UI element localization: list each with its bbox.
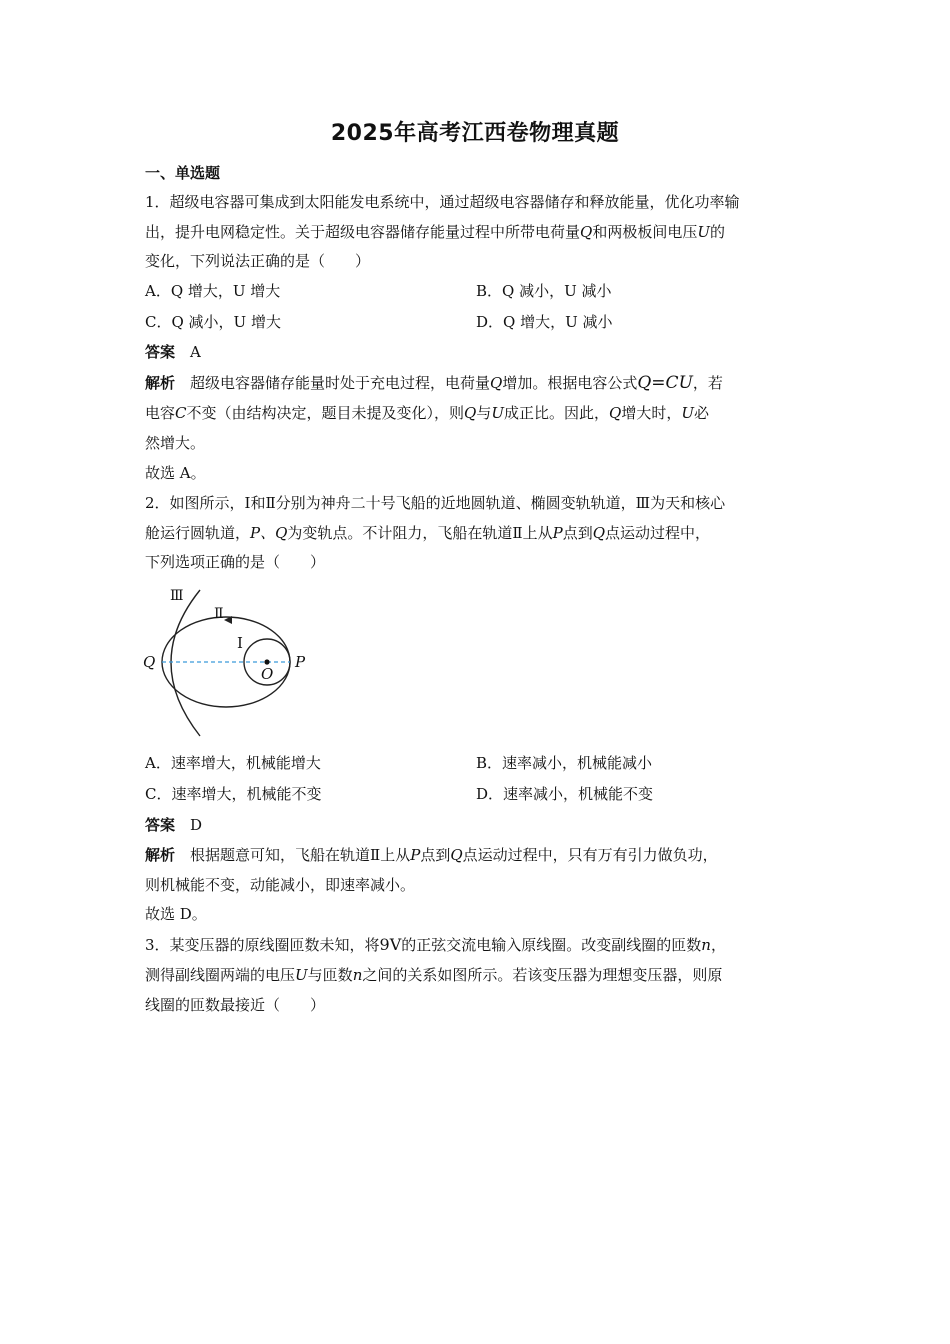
var-u: U	[491, 404, 504, 422]
var-q: Q	[464, 404, 477, 422]
q2-option-b: B．速率减小，机械能减小	[476, 754, 653, 772]
var-u: U	[681, 404, 694, 422]
q2-text: 舱运行圆轨道，	[145, 524, 251, 542]
voltage-value: 9V	[379, 935, 402, 954]
var-n: n	[701, 936, 711, 954]
label-point-q: Q	[143, 653, 156, 671]
formula: Q=CU	[637, 373, 693, 393]
q1-analysis-line1	[145, 373, 723, 393]
section-heading: 一、单选题	[145, 164, 221, 182]
q1-option-d: D．Q 增大，U 减小	[476, 313, 613, 331]
answer-label: 答案	[145, 816, 176, 834]
var-u: U	[697, 223, 710, 241]
q3-text: 3．某变压器的原线圈匝数未知，将	[145, 936, 380, 954]
q1-analysis-line2	[145, 403, 709, 423]
var-p: P	[410, 846, 421, 864]
q1-conclusion: 故选 A。	[145, 464, 206, 482]
var-q: Q	[609, 404, 622, 422]
answer-value: A	[190, 343, 201, 361]
var-n: n	[352, 966, 363, 984]
q1-stem-line3: 变化，下列说法正确的是（ ）	[145, 252, 371, 270]
label-point-p: P	[295, 653, 306, 671]
answer-value: D	[190, 816, 203, 834]
q1-analysis-line3: 然增大。	[145, 434, 206, 452]
analysis-text: 成正比。因此，	[504, 404, 610, 422]
answer-label: 答案	[145, 343, 176, 361]
analysis-text: ，若	[692, 374, 723, 392]
label-center-o: O	[261, 665, 274, 683]
q2-text: 点运动过程中，	[605, 524, 711, 542]
var-q: Q	[580, 223, 593, 241]
var-q: Q	[592, 524, 606, 542]
q2-stem-line1: 2．如图所示，Ⅰ和Ⅱ分别为神舟二十号飞船的近地圆轨道、椭圆变轨轨道，Ⅲ为天和核心	[145, 494, 726, 512]
page-title: 2025年高考江西卷物理真题	[330, 121, 620, 146]
q1-text: 出，提升电网稳定性。关于超级电容器储存能量过程中所带电荷量	[145, 223, 581, 241]
label-orbit-ii: Ⅱ	[214, 606, 224, 622]
q1-stem-line1: 1．超级电容器可集成到太阳能发电系统中，通过超级电容器储存和释放能量，优化功率输	[145, 193, 740, 211]
label-orbit-iii: Ⅲ	[170, 588, 184, 604]
analysis-label: 解析	[145, 374, 176, 392]
var-p: P	[552, 524, 563, 542]
q1-option-c: C．Q 减小，U 增大	[145, 313, 281, 331]
q2-answer	[145, 815, 202, 835]
analysis-text: 增加。根据电容公式	[502, 374, 638, 392]
analysis-label: 解析	[145, 846, 176, 864]
q2-option-d: D．速率减小，机械能不变	[476, 785, 654, 803]
q3-stem-line3: 线圈的匝数最接近（ ）	[145, 996, 326, 1014]
q3-text: ，	[710, 936, 726, 954]
analysis-text: 必	[694, 404, 710, 422]
q2-analysis-line2: 则机械能不变，动能减小，即速率减小。	[145, 876, 416, 894]
q1-option-b: B．Q 减小，U 减小	[476, 282, 612, 300]
q2-option-c: C．速率增大，机械能不变	[145, 785, 322, 803]
q2-stem-line2	[145, 523, 710, 543]
q1-text: 的	[710, 223, 726, 241]
q2-option-a: A．速率增大，机械能增大	[145, 754, 321, 772]
orbit-diagram	[140, 582, 310, 744]
analysis-text: 与	[476, 404, 492, 422]
label-orbit-i: Ⅰ	[237, 634, 243, 652]
var-q: Q	[450, 846, 463, 864]
var-u: U	[295, 966, 308, 984]
analysis-text: 超级电容器储存能量时处于充电过程，电荷量	[190, 374, 491, 392]
q3-text: 与匝数	[307, 966, 353, 984]
q1-option-a: A．Q 增大，U 增大	[145, 282, 281, 300]
earth-center-dot	[264, 659, 269, 664]
q1-answer	[145, 342, 201, 362]
q3-text: 的正弦交流电输入原线圈。改变副线圈的匝数	[401, 936, 702, 954]
analysis-text: 点到	[420, 846, 451, 864]
q2-analysis-line1	[145, 845, 718, 865]
analysis-text: 根据题意可知，飞船在轨道Ⅱ上从	[190, 846, 411, 864]
q2-text: 点到	[562, 524, 593, 542]
analysis-text: 不变（由结构决定，题目未提及变化），则	[186, 404, 465, 422]
q3-text: 测得副线圈两端的电压	[145, 966, 296, 984]
orbit-iii-arc	[171, 590, 200, 736]
q2-stem-line3: 下列选项正确的是（ ）	[145, 553, 326, 571]
var-c: C	[175, 404, 187, 422]
q1-stem-line2	[145, 222, 725, 242]
q1-text: 和两极板间电压	[592, 223, 698, 241]
q2-conclusion: 故选 D。	[145, 905, 207, 923]
q3-stem-line1	[145, 935, 726, 955]
var-pq: P、Q	[250, 524, 288, 542]
analysis-text: 电容	[145, 404, 176, 422]
var-q: Q	[490, 374, 503, 392]
q2-text: 为变轨点。不计阻力，飞船在轨道Ⅱ上从	[287, 524, 553, 542]
analysis-text: 增大时，	[621, 404, 682, 422]
q3-stem-line2	[145, 965, 722, 985]
analysis-text: 点运动过程中，只有万有引力做负功，	[462, 846, 718, 864]
q3-text: 之间的关系如图所示。若该变压器为理想变压器，则原	[362, 966, 723, 984]
